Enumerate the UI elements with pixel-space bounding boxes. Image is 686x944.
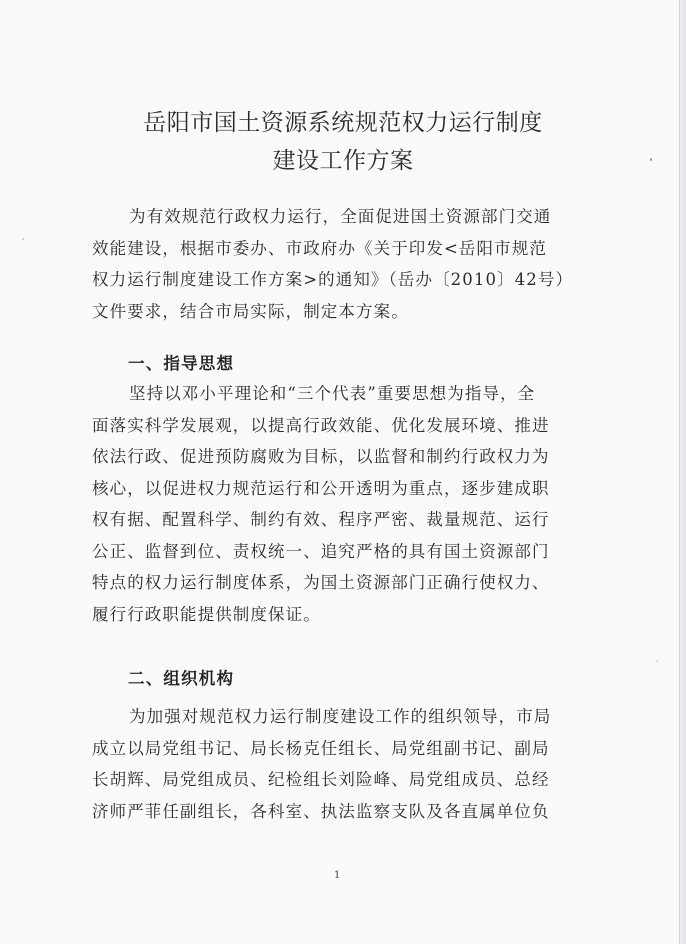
text-line: 依法行政、促进预防腐败为目标，以监督和制约行政权力为 (92, 447, 550, 466)
document-title-line2: 建设工作方案 (272, 148, 414, 174)
scan-speck (650, 158, 652, 161)
section1-paragraph (92, 378, 582, 630)
text-line: 济师严菲任副组长，各科室、执法监察支队及各直属单位负 (92, 801, 550, 821)
text-line: 履行行政职能提供制度保证。 (92, 604, 321, 624)
text-line: 为加强对规范权力运行制度建设工作的组织领导，市局 (129, 707, 552, 726)
section-heading-guiding-ideology: 一、指导思想 (128, 354, 235, 373)
page-number: 1 (334, 870, 341, 881)
text-line: 坚持以邓小平理论和“三个代表”重要思想为指导，全 (129, 384, 536, 403)
document-title-line1: 岳阳市国土资源系统规范权力运行制度 (143, 110, 543, 136)
section-heading-organization: 二、组织机构 (128, 669, 235, 688)
text-line: 为有效规范行政权力运行，全面促进国土资源部门交通 (129, 207, 552, 226)
scan-speck (656, 660, 658, 662)
text-line: 文件要求，结合市局实际，制定本方案。 (92, 301, 409, 321)
text-line: 公正、监督到位、责权统一、追究严格的具有国土资源部门 (92, 541, 550, 561)
text-line: 面落实科学发展观，以提高行政效能、优化发展环境、推进 (92, 415, 550, 435)
intro-paragraph (92, 201, 582, 327)
section2-paragraph (92, 701, 582, 827)
text-line: 权有据、配置科学、制约有效、程序严密、裁量规范、运行 (92, 510, 550, 529)
text-line: 特点的权力运行制度体系，为国土资源部门正确行使权力、 (92, 573, 550, 592)
text-line: 权力运行制度建设工作方案>的通知》（岳办〔2010〕42号） (92, 270, 574, 289)
text-line: 长胡辉、局党组成员、纪检组长刘险峰、局党组成员、总经 (92, 770, 550, 789)
text-line: 核心，以促进权力规范运行和公开透明为重点，逐步建成职 (92, 478, 550, 498)
text-line: 成立以局党组书记、局长杨克任组长、局党组副书记、副局 (92, 738, 550, 758)
scan-speck (22, 238, 24, 240)
text-line: 效能建设，根据市委办、市政府办《关于印发<岳阳市规范 (92, 238, 547, 258)
